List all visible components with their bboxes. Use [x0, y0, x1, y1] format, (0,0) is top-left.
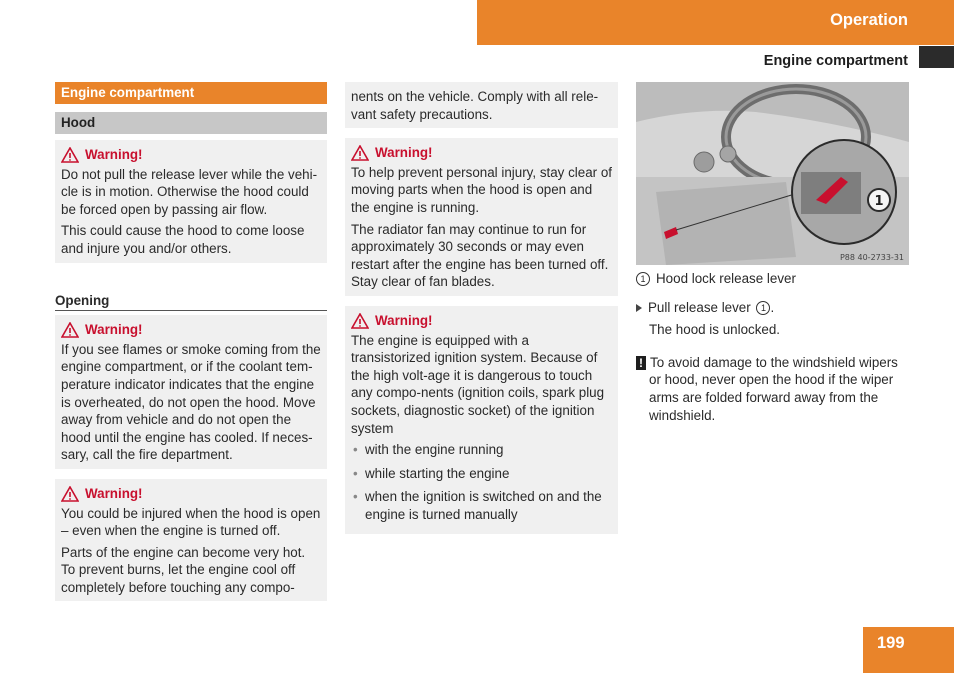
warning-text: You could be injured when the hood is open – even when the engine is turned off.: [61, 505, 321, 539]
warning-text: The engine is equipped with a transistorized ignition system. Because of the high volt-age it is dangerous to touch any compo-nents (ignition coils, spark plug sockets, diagnostic socket) of the ignition system: [351, 332, 605, 436]
hood-release-figure: [636, 82, 909, 265]
warning-triangle-icon: [61, 147, 79, 163]
warning-box-3: [55, 479, 327, 602]
dashboard-illustration: [636, 82, 909, 265]
column-1: [55, 82, 327, 601]
warning-text: Do not pull the release lever while the vehi-cle is in motion. Otherwise the hood could be forced open by passing air flow.: [61, 166, 318, 217]
warning-triangle-icon: [61, 486, 79, 502]
step-period: .: [770, 299, 775, 315]
subsection-title: Engine compartment: [763, 53, 908, 69]
list-item: • while starting the engine: [351, 465, 612, 483]
warning-box-1: [55, 140, 327, 263]
warning-title: Warning!: [375, 312, 433, 328]
continued-text: nents on the vehicle. Comply with all rele-vant safety precautions.: [351, 89, 599, 122]
column-3-text: [636, 270, 909, 424]
warning-triangle-icon: [351, 313, 369, 329]
warning-text: If you see flames or smoke coming from the engine compartment, or if the coolant tem-perature indicator indicates that the engine is overheated, do not open the hood. Move away from vehicle and do not open the hood until the engine has cooled. If neces-sary, call the fire department.: [61, 341, 321, 463]
warning-title: Warning!: [375, 145, 433, 161]
warning-text: This could cause the hood to come loose and injure you and/or others.: [61, 223, 305, 256]
section-title: Operation: [830, 11, 908, 29]
legend-number: 1: [636, 272, 650, 286]
figure-callout-1: 1: [874, 194, 884, 209]
hood-heading: Hood: [55, 112, 327, 134]
opening-heading: Opening: [55, 292, 327, 312]
column-2: [345, 82, 618, 534]
warning-text: Parts of the engine can become very hot. To prevent burns, let the engine cool off completely before touching any compo-: [61, 544, 306, 595]
warning-box-2: [55, 315, 327, 469]
continued-text-box: [345, 82, 618, 128]
warning-title: Warning!: [85, 485, 143, 501]
warning-title: Warning!: [85, 147, 143, 162]
damage-note: [636, 354, 909, 424]
step-result: The hood is unlocked.: [649, 322, 781, 338]
step-arrow-icon: [636, 304, 642, 312]
warning-box-5: [345, 306, 618, 535]
list-item: • when the ignition is switched on and the engine is turned manually: [351, 488, 612, 523]
step-number: 1: [756, 301, 770, 315]
legend-text: Hood lock release lever: [656, 271, 796, 286]
warning-triangle-icon: [351, 145, 369, 161]
page-number: 199: [877, 634, 905, 652]
topic-title-bar: Engine compartment: [55, 82, 327, 104]
section-tab-marker: [919, 46, 954, 68]
exclamation-icon: !: [636, 356, 646, 370]
warning-triangle-icon: [61, 322, 79, 338]
warning-text: The radiator fan may continue to run for approximately 30 seconds or may even restart after the engine has been turned off. Stay clear of fan blades.: [351, 221, 609, 290]
note-text: To avoid damage to the windshield wipers or hood, never open the hood if the wiper arms are folded forward away from the windshield.: [649, 354, 898, 423]
warning-title: Warning!: [85, 322, 143, 338]
step-text: Pull release lever: [648, 299, 751, 315]
figure-legend: [636, 270, 909, 288]
list-item: • with the engine running: [351, 441, 612, 459]
instruction-step: [636, 299, 909, 317]
warning-text: To help prevent personal injury, stay clear of moving parts when the hood is open and the engine is running.: [351, 164, 613, 215]
bullet-list: [351, 441, 612, 523]
figure-code: P88 40-2733-31: [839, 253, 904, 262]
warning-box-4: [345, 138, 618, 296]
